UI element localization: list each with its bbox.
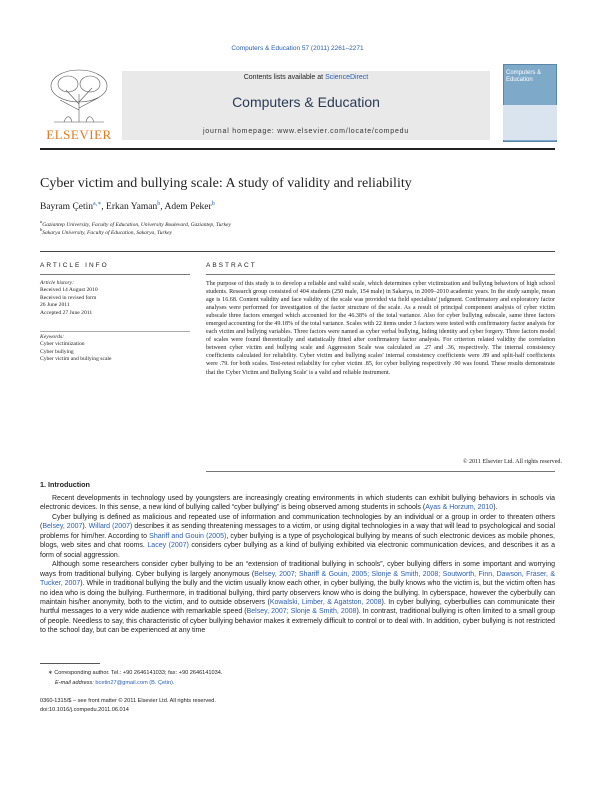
journal-cover-stripe bbox=[503, 105, 557, 140]
citation-link[interactable]: Shariff and Gouin (2005) bbox=[149, 532, 227, 540]
issn-line: 0360-1315/$ – see front matter © 2011 Elsevier Ltd. All rights reserved. bbox=[40, 698, 216, 704]
history-label: Article history: bbox=[40, 280, 75, 286]
info-divider bbox=[40, 331, 190, 332]
history-item: Received 14 August 2010 bbox=[40, 287, 98, 294]
affiliation-text: Sakarya University, Faculty of Education, Sakarya, Turkey bbox=[42, 229, 172, 236]
article-history bbox=[40, 280, 190, 317]
paragraph-text: ). In cyber bullying, cyberbullies can communicate their hurtful messages to a very wide audience with remarkable speed ( bbox=[40, 598, 556, 616]
section-heading: 1. Introduction bbox=[40, 480, 90, 489]
journal-homepage[interactable]: journal homepage: www.elsevier.com/locate/compedu bbox=[202, 128, 410, 135]
journal-title: Computers & Education bbox=[232, 94, 380, 110]
affiliation bbox=[40, 227, 172, 236]
citation-link[interactable]: Belsey, 2007; Slonje & Smith, 2008 bbox=[246, 608, 357, 616]
author-affiliation-mark[interactable]: b bbox=[157, 201, 161, 207]
keywords bbox=[40, 334, 190, 364]
history-item: Received in revised form bbox=[40, 294, 97, 301]
abstract-text: The purpose of this study is to develop a reliable and valid scale, which determines cyber victimization and bullying behaviors of high school students. Research group consisted of 404 students (250 male, 154 male) in Sakarya, in 2009–2010 academic years. In the study sample, mean age is 16.68. Content validity and face validity of the scale was provided via field specialists' judgment. Confirmatory and exploratory factor analyses were performed for investigation of the factor structure of the scale. As a result of principal component analysis of cyber victim subscale three factors emerged which accounted for the 46.38% of the total variance. Also for cyber bullying subscale, same three factors emerged accounting for the 49.18% of the total variance. Scales with 22 items under 3 factors were tested with confirmatory factor analysis for each victim and bullying variables. Three factors were named as cyber verbal bullying, hiding identity and cyber forgery. Three factors model of scales were found theoretically and statistically fitted after confirmatory factor analysis. For criterion related validity the correlation between cyber victim and bullying scale and Aggression Scale was calculated as .27 and .36, respectively. The internal consistency coefficients calculated for reliability. Cyber victim and bullying scales' internal consistency coefficients were .89 and split-half coefficients were .79. for both scales. Test-retest reliability for cyber victim .85, for cyber bullying respectively .90 was found. These results demonstrate that the Cyber Victim and Bullying Scale' is a valid and reliable instrument. bbox=[206, 281, 555, 376]
paragraph-text: considers cyber bullying as a kind of bullying exhibited via electronic communication devices, and describes it as a form of social aggression. bbox=[40, 542, 556, 559]
email-label: E-mail address: bbox=[55, 680, 94, 686]
abstract-rule bbox=[206, 274, 555, 275]
citation-link[interactable]: Belsey, 2007; Shariff & Gouin, 2005; Slonje & Smith, 2008; Soutworth, Finn, Dawson, Fraser, & Tucker, 2007 bbox=[40, 570, 555, 588]
paragraph bbox=[40, 560, 555, 636]
author-affiliation-mark[interactable]: b bbox=[211, 201, 215, 207]
paragraph bbox=[40, 494, 555, 513]
citation-link[interactable]: Ayas & Horzum, 2010 bbox=[425, 504, 494, 512]
email-link[interactable]: bcetin27@gmail.com (B. Çetin). bbox=[95, 680, 175, 686]
publisher-wordmark: ELSEVIER bbox=[46, 127, 112, 142]
body-text bbox=[40, 494, 555, 636]
affiliation-text: Gaziantep University, Faculty of Education, University Boulevard, Gaziantep, Turkey bbox=[42, 221, 231, 228]
header-rule bbox=[40, 148, 555, 150]
footnote-rule bbox=[40, 663, 100, 664]
author-affiliation-mark[interactable]: a,∗ bbox=[93, 201, 102, 207]
doi-link[interactable]: doi:10.1016/j.compedu.2011.06.014 bbox=[40, 707, 129, 713]
journal-reference[interactable]: Computers & Education 57 (2011) 2261–2271 bbox=[231, 45, 364, 52]
paragraph-text: Cyber bullying is defined as malicious and repeated use of information and communication technologies by an individual or a group in order to threaten others ( bbox=[40, 513, 555, 531]
paragraph-text: Although some researchers consider cyber bullying to be an “extension of traditional bullying in schools”, cyber bullying differs in some important and worrying ways from traditional bullying. Cyber bullying is largely anonymous ( bbox=[40, 561, 555, 578]
corresponding-author-footnote: ∗ Corresponding author. Tel.: +90 2646141033; fax: +90 2646141034. bbox=[48, 670, 223, 676]
paragraph-text: describes it as sending threatening messages to a victim, or using digital technologies in a way that will lead to psychological and social problems for him/her. According to bbox=[40, 523, 555, 540]
citation-link[interactable]: Willard (2007) bbox=[88, 523, 133, 531]
author-name: Adem Peker bbox=[164, 202, 212, 213]
author-name: Erkan Yaman bbox=[106, 202, 158, 213]
affiliation-mark: a bbox=[40, 219, 43, 224]
journal-cover-title: Computers & Education bbox=[506, 70, 542, 83]
paragraph-text: , cyber bullying is a type of psychological bullying by means of such electronic devices as mobile phones, blogs, web sites and chat rooms. bbox=[40, 532, 555, 550]
copyright-notice: © 2011 Elsevier Ltd. All rights reserved. bbox=[462, 459, 562, 465]
abstract-heading: ABSTRACT bbox=[206, 262, 257, 269]
abstract-bottom-rule bbox=[206, 471, 555, 472]
contents-prefix: Contents lists available at bbox=[243, 74, 326, 81]
paragraph-text: ). bbox=[493, 504, 498, 512]
citation-link[interactable]: Kowalski, Limber, & Agatston, 2008 bbox=[269, 598, 382, 606]
citation-link[interactable]: Belsey, 2007 bbox=[42, 523, 83, 531]
info-rule bbox=[40, 274, 190, 275]
citation-link[interactable]: Lacey (2007) bbox=[147, 542, 189, 550]
paper-title: Cyber victim and bullying scale: A study of validity and reliability bbox=[40, 176, 412, 191]
author-name: Bayram Çetin bbox=[40, 202, 94, 213]
section-rule bbox=[40, 251, 555, 252]
keywords-label: Keywords: bbox=[40, 334, 65, 340]
keyword: Cyber victim and bullying scale bbox=[40, 356, 112, 363]
paragraph-text: Recent developments in technology used by youngsters are increasingly creating environments in which students can exhibit bullying behaviors in schools via electronic devices. In this sense, a new kind of bullying called “cyber bullying” is being observed among students in schools ( bbox=[40, 495, 555, 512]
email-footnote bbox=[55, 680, 174, 686]
article-info-heading: ARTICLE INFO bbox=[40, 262, 109, 269]
paragraph-text: ). bbox=[82, 523, 89, 531]
keyword: Cyber bullying bbox=[40, 348, 74, 355]
paragraph-text: ). While in traditional bullying the bully and the victim usually know each other, in cyber bullying, the bully knows who the victim is, but the victim often has no idea who is doing the bullying. Furthermore, in traditional bullying, third party observers know who is doing the bullying. In cyberspace, however the cyberbully can maintain his/her anonymity, both to the victim, and to outside observers ( bbox=[40, 580, 555, 606]
paragraph-text: ). In contrast, traditional bullying is often limited to a small group of people. Needless to say, this characteristic of cyber bullying behavior makes it extremely difficult to control or to deal with. In addition, cyber bullying is not restricted to the school day, but can be experienced at any time bbox=[40, 608, 556, 635]
keyword: Cyber victimization bbox=[40, 341, 85, 348]
contents-line bbox=[122, 74, 490, 81]
sciencedirect-link[interactable]: ScienceDirect bbox=[325, 74, 369, 81]
history-item: 26 June 2011 bbox=[40, 302, 70, 309]
paragraph bbox=[40, 513, 555, 560]
history-item: Accepted 27 June 2011 bbox=[40, 309, 93, 316]
affiliation-mark: b bbox=[40, 227, 43, 232]
author-list: Bayram Çetin$^{a,∗}$, Erkan Yaman$^b$, Adem Peker$^b$ bbox=[40, 201, 215, 213]
